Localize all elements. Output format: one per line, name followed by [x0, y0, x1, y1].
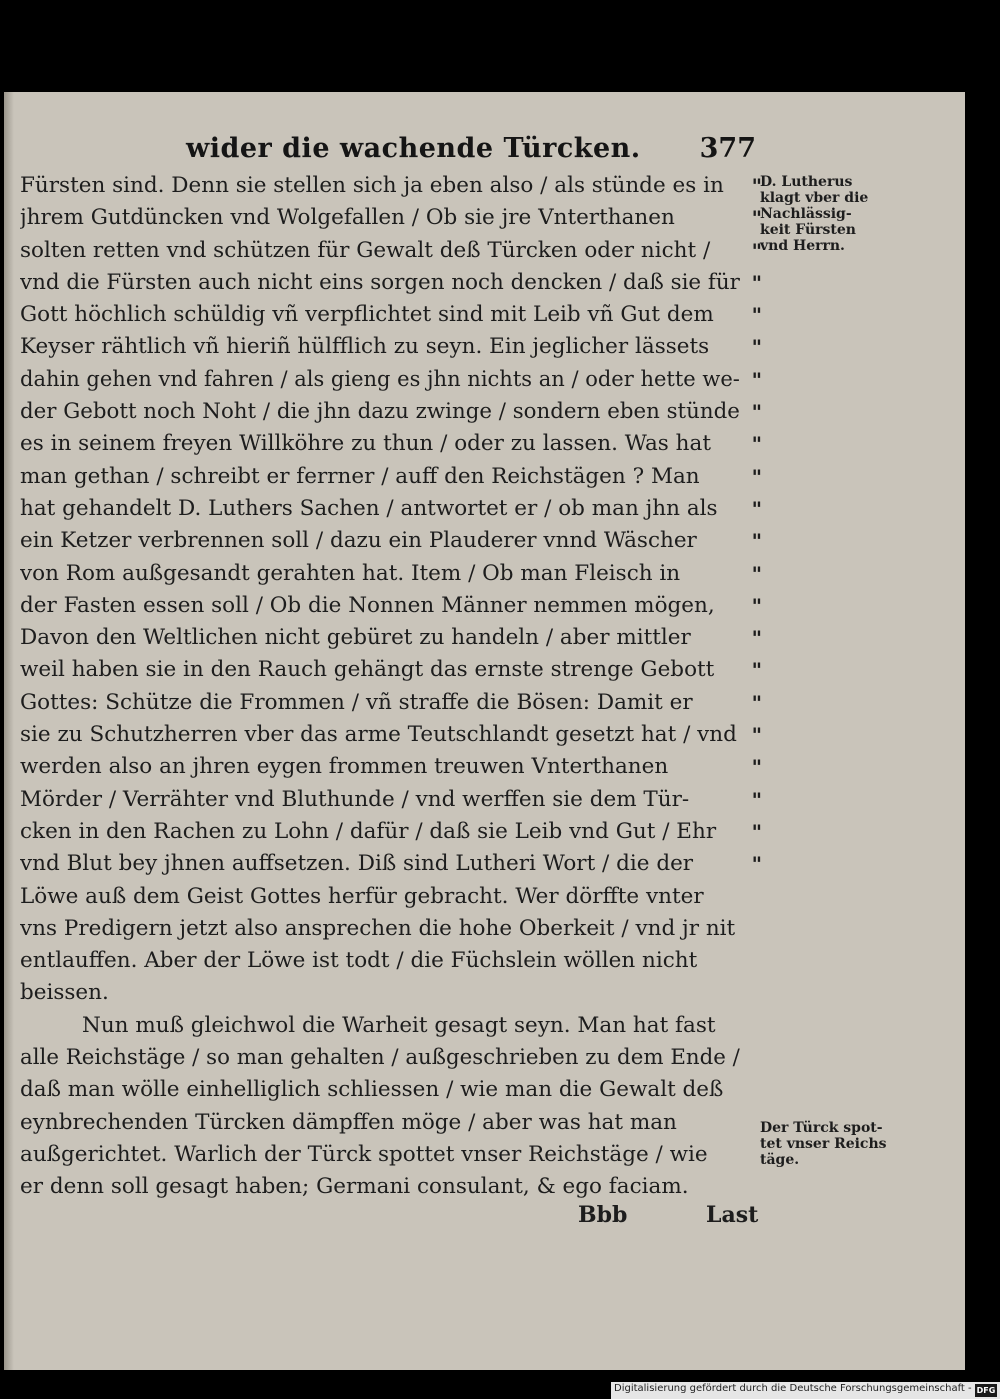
quote-mark: ": [751, 593, 762, 618]
text-line: jhrem Gutdüncken vnd Wolgefallen / Ob sie jre Vnterthanen ": [20, 202, 762, 234]
body-text: [20, 170, 762, 1204]
paragraph-first-line: Nun muß gleichwol die Warheit gesagt seyn. Man hat fast: [82, 1012, 716, 1038]
book-page: [4, 92, 965, 1370]
text-line: außgerichtet. Warlich der Türck spottet vnser Reichstäge / wie: [20, 1141, 708, 1167]
quote-mark: ": [751, 819, 762, 844]
quote-mark: ": [751, 367, 762, 392]
quote-mark: ": [751, 335, 762, 360]
text-line: der Gebott noch Noht / die jhn dazu zwinge / sondern eben stünde ": [20, 396, 762, 428]
quote-mark: ": [751, 690, 762, 715]
text-line: hat gehandelt D. Luthers Sachen / antwortet er / ob man jhn als ": [20, 493, 762, 525]
dfg-logo: DFG: [976, 1386, 996, 1395]
catchword: Last: [706, 1202, 759, 1228]
text-line: Mörder / Verrähter vnd Bluthunde / vnd werffen sie dem Tür- ": [20, 784, 762, 816]
quote-mark: ": [751, 529, 762, 554]
quote-mark: ": [751, 755, 762, 780]
text-line: solten retten vnd schützen für Gewalt deß Türcken oder nicht / ": [20, 235, 762, 267]
text-line: er denn soll gesagt haben; Germani consulant, & ego faciam.: [20, 1174, 689, 1200]
text-line: dahin gehen vnd fahren / als gieng es jhn nichts an / oder hette we- ": [20, 364, 762, 396]
text-line: entlauffen. Aber der Löwe ist todt / die Füchslein wöllen nicht: [20, 948, 698, 974]
text-line: vns Predigern jetzt also ansprechen die hohe Oberkeit / vnd jr nit: [20, 915, 736, 941]
text-line: beissen.: [20, 980, 109, 1006]
quote-mark: ": [751, 787, 762, 812]
text-line: Löwe auß dem Geist Gottes herfür gebracht. Wer dörffte vnter: [20, 883, 704, 909]
signature-mark: Bbb: [578, 1202, 628, 1228]
quote-mark: ": [751, 464, 762, 489]
text-line: es in seinem freyen Willköhre zu thun / oder zu lassen. Was hat ": [20, 428, 762, 460]
text-line: Gott höchlich schüldig vñ verpflichtet sind mit Leib vñ Gut dem ": [20, 299, 762, 331]
margin-note-luther: D. Lutherus klagt vber die Nachlässig- keit Fürsten vnd Herrn.: [760, 174, 869, 254]
text-line: cken in den Rachen zu Lohn / dafür / daß sie Leib vnd Gut / Ehr ": [20, 816, 762, 848]
text-line: werden also an jhren eygen frommen treuwen Vnterthanen ": [20, 751, 762, 783]
page-header: [186, 133, 756, 169]
margin-note-tuerck: Der Türck spot- tet vnser Reichs täge.: [760, 1120, 887, 1168]
text-line: sie zu Schutzherren vber das arme Teutschlandt gesetzt hat / vnd ": [20, 719, 762, 751]
quote-mark: ": [751, 238, 762, 263]
text-line: Keyser rähtlich vñ hieriñ hülfflich zu seyn. Ein jeglicher lässets ": [20, 331, 762, 363]
page-number: 377: [699, 133, 756, 164]
quote-mark: ": [751, 496, 762, 521]
quote-mark: ": [751, 432, 762, 457]
running-title: wider die wachende Türcken.: [186, 133, 641, 164]
text-line: der Fasten essen soll / Ob die Nonnen Männer nemmen mögen, ": [20, 590, 762, 622]
text-line: weil haben sie in den Rauch gehängt das ernste strenge Gebott ": [20, 654, 762, 686]
page-gutter-shadow: [4, 92, 14, 1370]
text-line: ein Ketzer verbrennen soll / dazu ein Plauderer vnnd Wäscher ": [20, 525, 762, 557]
text-line: von Rom außgesandt gerahten hat. Item / Ob man Fleisch in ": [20, 558, 762, 590]
text-line: eynbrechenden Türcken dämpffen möge / aber was hat man: [20, 1109, 677, 1135]
quote-mark: ": [751, 206, 762, 231]
text-line: vnd die Fürsten auch nicht eins sorgen noch dencken / daß sie für ": [20, 267, 762, 299]
footer-credit: [611, 1382, 1000, 1399]
text-line: Fürsten sind. Denn sie stellen sich ja eben also / als stünde es in ": [20, 170, 762, 202]
quote-mark: ": [751, 852, 762, 877]
text-line: daß man wölle einhelliglich schliessen / wie man die Gewalt deß: [20, 1077, 724, 1103]
text-line: Gottes: Schütze die Frommen / vñ straffe die Bösen: Damit er ": [20, 687, 762, 719]
quote-mark: ": [751, 400, 762, 425]
quote-mark: ": [751, 723, 762, 748]
text-line: man gethan / schreibt er ferrner / auff den Reichstägen ? Man ": [20, 461, 762, 493]
quote-mark: ": [751, 658, 762, 683]
quote-mark: ": [751, 174, 762, 198]
quote-mark: ": [751, 561, 762, 586]
quote-mark: ": [751, 303, 762, 328]
quote-mark: ": [751, 270, 762, 295]
text-line: Davon den Weltlichen nicht gebüret zu handeln / aber mittler ": [20, 622, 762, 654]
footer-text: Digitalisierung gefördert durch die Deutsche Forschungsgemeinschaft -: [614, 1383, 972, 1394]
text-line: alle Reichstäge / so man gehalten / außgeschrieben zu dem Ende /: [20, 1045, 740, 1071]
text-line: vnd Blut bey jhnen auffsetzen. Diß sind Lutheri Wort / die der ": [20, 848, 762, 880]
quote-mark: ": [751, 626, 762, 651]
